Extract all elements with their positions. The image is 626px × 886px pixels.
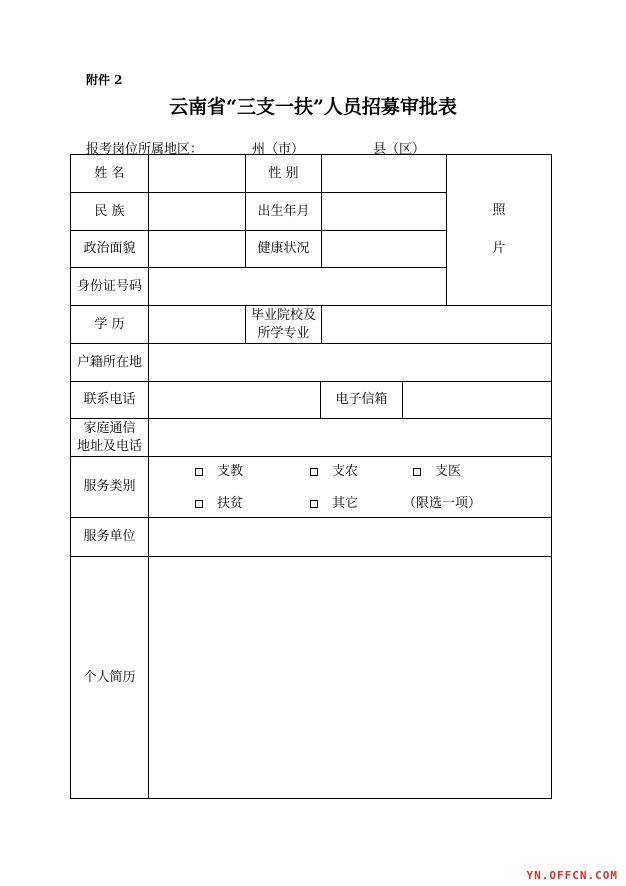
label-family-address-line1: 家庭通信 bbox=[83, 420, 136, 436]
input-ethnicity[interactable] bbox=[149, 193, 246, 231]
checkbox-icon[interactable] bbox=[195, 500, 203, 508]
service-note: （限选一项） bbox=[403, 496, 482, 511]
checkbox-icon[interactable] bbox=[413, 468, 421, 476]
checkbox-icon[interactable] bbox=[310, 500, 318, 508]
photo-box[interactable] bbox=[447, 155, 551, 306]
input-birth-date[interactable] bbox=[322, 193, 447, 231]
label-resume: 个人简历 bbox=[71, 557, 149, 798]
label-political-status: 政治面貌 bbox=[71, 231, 149, 268]
input-name[interactable] bbox=[149, 155, 246, 193]
application-form-table bbox=[70, 154, 552, 799]
region-prefecture: 州（市） bbox=[252, 142, 305, 157]
label-ethnicity: 民 族 bbox=[71, 193, 149, 231]
label-phone: 联系电话 bbox=[71, 382, 149, 419]
label-gender: 性 别 bbox=[246, 155, 322, 193]
input-school-major[interactable] bbox=[322, 306, 551, 344]
label-family-address bbox=[71, 419, 149, 457]
option-teaching[interactable]: 支教 bbox=[195, 463, 243, 481]
label-household-registration: 户籍所在地 bbox=[71, 344, 149, 382]
input-political-status[interactable] bbox=[149, 231, 246, 268]
label-service-unit: 服务单位 bbox=[71, 518, 149, 557]
watermark-logo: YN.OFFCN.COM bbox=[526, 869, 618, 882]
input-gender[interactable] bbox=[322, 155, 447, 193]
attachment-label: 附件 2 bbox=[86, 73, 123, 87]
input-phone[interactable] bbox=[149, 382, 321, 419]
form-title: 云南省“三支一扶”人员招募审批表 bbox=[169, 96, 457, 118]
input-family-address[interactable] bbox=[149, 419, 551, 457]
input-education[interactable] bbox=[149, 306, 246, 344]
label-name: 姓 名 bbox=[71, 155, 149, 193]
input-email[interactable] bbox=[403, 382, 551, 419]
checkbox-icon[interactable] bbox=[310, 468, 318, 476]
label-health: 健康状况 bbox=[246, 231, 322, 268]
input-service-unit[interactable] bbox=[149, 518, 551, 557]
option-agriculture[interactable]: 支农 bbox=[310, 463, 358, 481]
option-other[interactable]: 其它 bbox=[310, 495, 358, 513]
region-label: 报考岗位所属地区： bbox=[86, 142, 204, 157]
photo-label-2: 片 bbox=[492, 241, 506, 256]
option-poverty-relief[interactable]: 扶贫 bbox=[195, 495, 243, 513]
input-household-registration[interactable] bbox=[149, 344, 551, 382]
region-county: 县（区） bbox=[373, 142, 426, 157]
photo-label-1: 照 bbox=[492, 203, 506, 218]
label-school-major bbox=[246, 306, 322, 344]
label-school-major-line1: 毕业院校及 bbox=[250, 307, 316, 323]
label-service-type: 服务类别 bbox=[71, 457, 149, 518]
label-school-major-line2: 所学专业 bbox=[257, 325, 310, 341]
label-education: 学 历 bbox=[71, 306, 149, 344]
label-id-number: 身份证号码 bbox=[71, 268, 149, 306]
checkbox-icon[interactable] bbox=[195, 468, 203, 476]
service-type-options bbox=[149, 457, 551, 518]
label-birth-date: 出生年月 bbox=[246, 193, 322, 231]
input-health[interactable] bbox=[322, 231, 447, 268]
label-email: 电子信箱 bbox=[321, 382, 403, 419]
label-family-address-line2: 地址及电话 bbox=[76, 438, 142, 454]
input-id-number[interactable] bbox=[149, 268, 447, 306]
input-resume[interactable] bbox=[149, 557, 551, 798]
option-medical[interactable]: 支医 bbox=[413, 463, 461, 481]
